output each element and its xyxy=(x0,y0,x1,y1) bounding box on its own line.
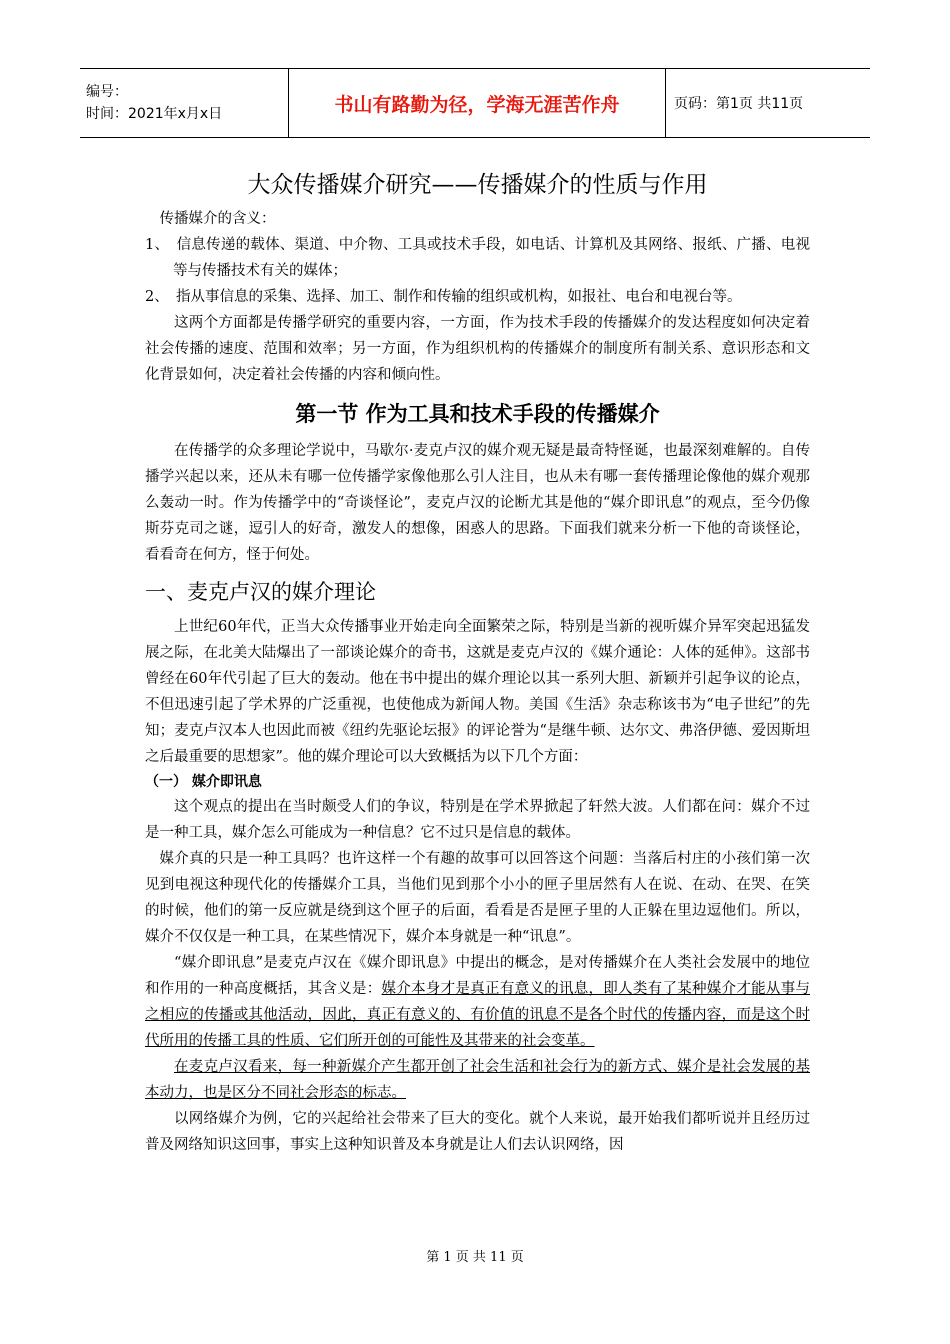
p3-underlined-text: 媒介本身才是真正有意义的讯息，即人类有了某种媒介才能从事与之相应的传播或其他活动，因此，真正有意义的、有价值的讯息不是各个时代的传播内容，而是这个时代所用的传播工具的性质、它们所开创的可能性及其带来的社会变革。 xyxy=(145,981,810,1049)
definition-label: 传播媒介的含义： xyxy=(159,211,276,227)
point-paragraph-1: 这个观点的提出在当时颇受人们的争议，特别是在学术界掀起了轩然大波。人们都在问：媒介不过是一种工具，媒介怎么可能成为一种信息？它不过只是信息的载体。 xyxy=(145,799,810,841)
header-meta xyxy=(80,69,288,137)
page-footer: 第 1 页 共 11 页 xyxy=(426,1250,524,1265)
header-page-info xyxy=(666,69,803,137)
document-title: 大众传播媒介研究——传播媒介的性质与作用 xyxy=(247,172,708,198)
page-header xyxy=(80,68,870,138)
intro-paragraph: 这两个方面都是传播学研究的重要内容，一方面，作为技术手段的传播媒介的发达程度如何决定着社会传播的速度、范围和效率；另一方面，作为组织机构的传播媒介的制度所有制关系、意识形态和文化背景如何，决定着社会传播的内容和倾向性。 xyxy=(145,315,810,383)
motto-text: 书山有路勤为径，学海无涯苦作舟 xyxy=(334,93,620,116)
section-paragraph: 在传播学的众多理论学说中，马歇尔·麦克卢汉的媒介观无疑是最奇特怪诞，也最深刻难解的。自传播学兴起以来，还从未有哪一位传播学家像他那么引人注目，也从未有哪一套传播理论像他的媒介观那么轰动一时。作为传播学中的“奇谈怪论”，麦克卢汉的论断尤其是他的“媒介即讯息”的观点，至今仍像斯芬克司之谜，逗引人的好奇，激发人的想像，困惑人的思路。下面我们就来分析一下他的奇谈怪论，看看奇在何方，怪于何处。 xyxy=(145,443,810,563)
subsection-paragraph: 上世纪60年代，正当大众传播事业开始走向全面繁荣之际，特别是当新的视听媒介异军突起迅猛发展之际，在北美大陆爆出了一部谈论媒介的奇书，这就是麦克卢汉的《媒介通论：人体的延伸》。这部书曾经在60年代引起了巨大的轰动。他在书中提出的媒介理论以其一系列大胆、新颖并引起争议的论点，不但迅速引起了学术界的广泛重视，也使他成为新闻人物。美国《生活》杂志称该书为“电子世纪”的先知；麦克卢汉本人也因此而被《纽约先驱论坛报》的评论誉为“是继牛顿、达尔文、弗洛伊德、爱因斯坦之后最重要的思想家”。他的媒介理论可以大致概括为以下几个方面： xyxy=(145,619,810,765)
definition-item-1: 1、 信息传递的载体、渠道、中介物、工具或技术手段，如电话、计算机及其网络、报纸、广播、电视等与传播技术有关的媒体； xyxy=(145,237,810,279)
point-paragraph-2: 媒介真的只是一种工具吗？也许这样一个有趣的故事可以回答这个问题：当落后村庄的小孩们第一次见到电视这种现代化的传播媒介工具，当他们见到那个小小的匣子里居然有人在说、在动、在哭、在笑的时候，他们的第一反应就是绕到这个匣子的后面，看看是否是匣子里的人正躲在里边逗他们。所以，媒介不仅仅是一种工具，在某些情况下，媒介本身就是一种“讯息”。 xyxy=(145,851,810,945)
doc-time: 时间：2021年x月x日 xyxy=(86,106,223,122)
section-heading: 第一节 作为工具和技术手段的传播媒介 xyxy=(295,402,660,426)
document-body xyxy=(145,168,810,1158)
point-paragraph-3 xyxy=(145,950,810,1054)
doc-number: 编号： xyxy=(86,84,128,100)
point-paragraph-5: 以网络媒介为例，它的兴起给社会带来了巨大的变化。就个人来说，最开始我们都听说并且经历过普及网络知识这回事，事实上这种知识普及本身就是让人们去认识网络，因 xyxy=(145,1111,810,1153)
definition-item-2: 2、 指从事信息的采集、选择、加工、制作和传输的组织或机构，如报社、电台和电视台等。 xyxy=(145,289,742,305)
subsection-heading: 一、麦克卢汉的媒介理论 xyxy=(145,580,376,604)
page-info-text: 页码：第1页 共11页 xyxy=(674,96,804,112)
p3-plain-text: “媒介即讯息”是麦克卢汉在《媒介即讯息》中提出的概念，是对传播媒介在人类社会发展中的地位和作用的一种高度概括，其含义是： xyxy=(145,955,810,997)
point-paragraph-4: 在麦克卢汉看来，每一种新媒介产生都开创了社会生活和社会行为的新方式、媒介是社会发展的基本动力，也是区分不同社会形态的标志。 xyxy=(145,1059,810,1101)
header-motto xyxy=(288,69,666,137)
point-heading: （一） 媒介即讯息 xyxy=(145,774,262,790)
